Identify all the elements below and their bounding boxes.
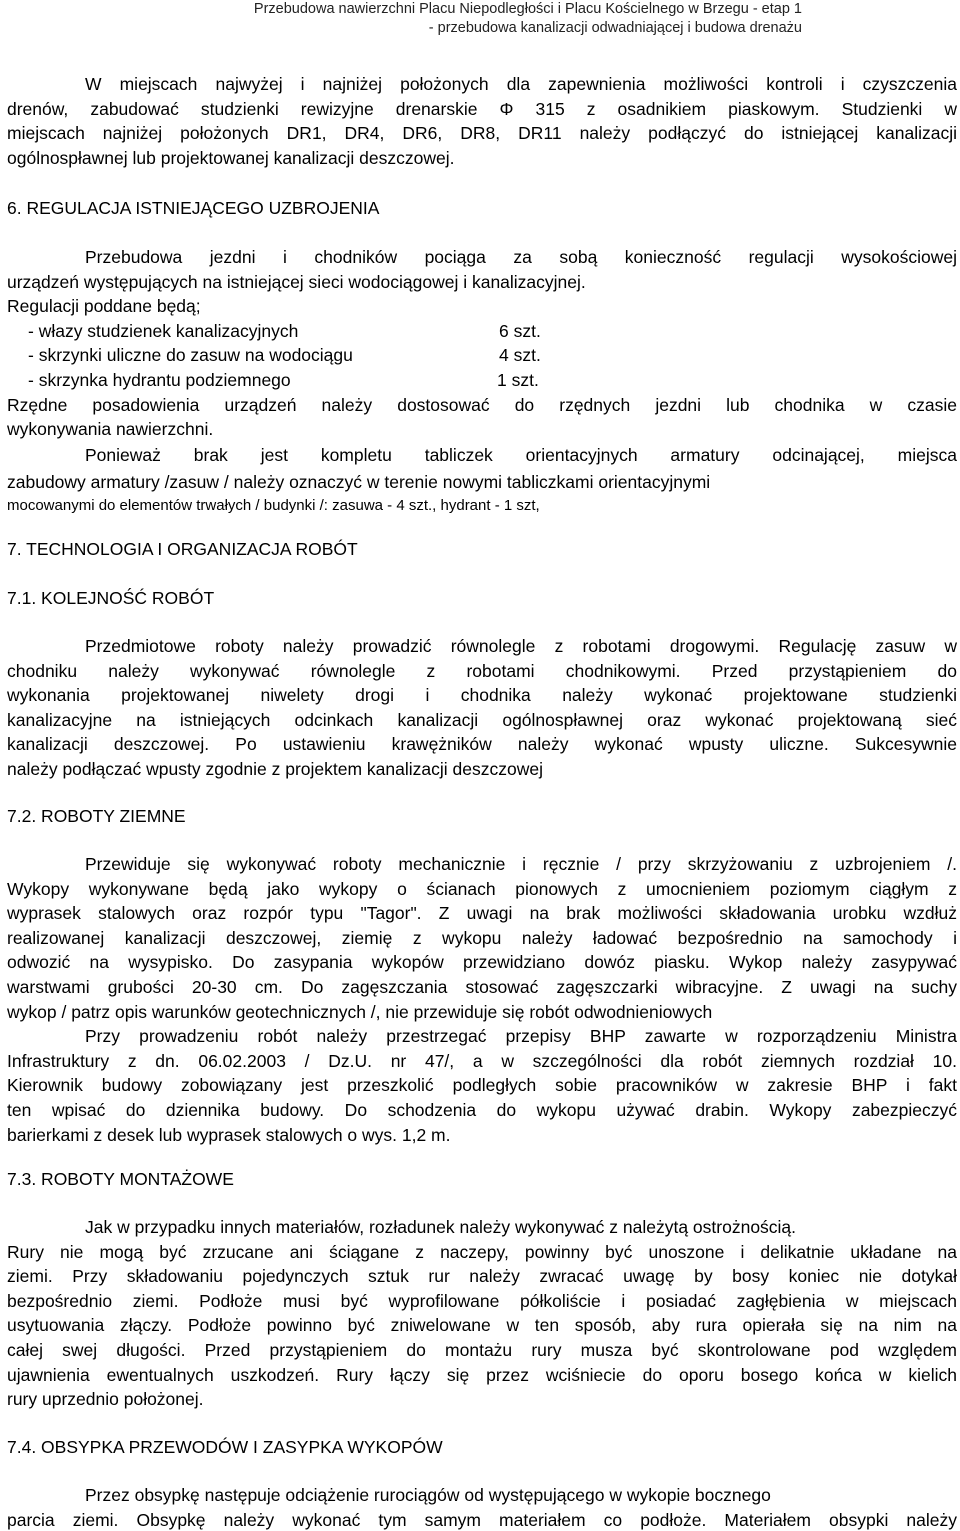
text-line: wykop / patrz opis warunków geotechnicznych /, nie przewiduje się robót odwodnieniowych: [7, 1001, 713, 1022]
section-7-heading: 7. TECHNOLOGIA I ORGANIZACJA ROBÓT: [7, 539, 358, 559]
text-line: odwozić na wysypisko. Do zasypania wykopów przewidziano dowóz piasku. Wykop należy zasypywać: [7, 952, 957, 973]
text-line: całej swej długości. Przed przystąpieniem do montażu rury musza być skontrolowane pod względem: [7, 1339, 957, 1360]
text-line: wyprasek stalowych oraz rozpór typu "Tagor". Z uwagi na brak możliwości składowania urobku wzdłuż: [7, 903, 957, 924]
section-7-2-body: [7, 852, 957, 1147]
list-item-qty: 6 szt.: [499, 320, 541, 341]
text-line: ten wpisać do dziennika budowy. Do schodzenia do wykopu używać drabin. Wykopy zabezpieczyć: [7, 1099, 957, 1120]
text-line: Infrastruktury z dn. 06.02.2003 / Dz.U. nr 47/, a w szczególności dla robót ziemnych rozdział 10.: [7, 1050, 957, 1071]
text-line: Przewiduje się wykonywać roboty mechanicznie i ręcznie / przy skrzyżowaniu z uzbrojeniem /.: [85, 854, 957, 874]
text-line: Rzędne posadowienia urządzeń należy dostosować do rzędnych jezdni lub chodnika w czasie: [7, 394, 957, 415]
text-line: wykonania projektowanej niwelety drogi i chodnika należy wykonać projektowane studzienki: [7, 685, 957, 706]
list-item: [7, 343, 957, 368]
list-item: [7, 368, 957, 393]
text-line: Jak w przypadku innych materiałów, rozładunek należy wykonywać z należytą ostrożnością.: [85, 1217, 797, 1237]
text-line: parcia ziemi. Obsypkę należy wykonać tym samym materiałem co podłoże. Materiałem obsypki należy: [7, 1509, 957, 1530]
text-line: miejscach najniżej położonych DR1, DR4, DR6, DR8, DR11 należy podłączyć do istniejącej kanalizacji: [7, 123, 957, 144]
text-line: rury uprzednio położonej.: [7, 1389, 204, 1410]
text-line: bezpośrednio ziemi. Podłoże musi być wyprofilowane półkoliście i posiadać zagłębienia w miejscach: [7, 1290, 957, 1311]
section-7-1-body: [7, 634, 957, 782]
text-line: zabudowy armatury /zasuw / należy oznaczyć w terenie nowymi tabliczkami orientacyjnymi: [7, 471, 711, 492]
header-line-1: Przebudowa nawierzchni Placu Niepodległości i Placu Kościelnego w Brzegu - etap 1: [253, 1, 802, 17]
intro-paragraph: [7, 72, 957, 170]
text-line: należy podłączać wpusty zgodnie z projektem kanalizacji deszczowej: [7, 758, 543, 779]
list-item: [7, 319, 957, 344]
list-item-label: - włazy studzienek kanalizacyjnych: [28, 320, 299, 341]
text-line: Ponieważ brak jest kompletu tabliczek orientacyjnych armatury odcinającej, miejsca: [85, 444, 957, 465]
header-line-2: - przebudowa kanalizacji odwadniającej i budowa drenażu: [428, 20, 802, 36]
list-item-qty: 1 szt.: [497, 369, 539, 390]
text-line: ujawnienia ewentualnych uszkodzeń. Rury łączy się przez wciśniecie do oporu bosego końca w kielich: [7, 1364, 957, 1385]
section-7-3-heading: 7.3. ROBOTY MONTAŻOWE: [7, 1169, 234, 1189]
text-line: Rury nie mogą być zrzucane ani ściągane z naczepy, powinny być unoszone i delikatnie układane na: [7, 1241, 957, 1262]
text-line: barierkami z desek lub wyprasek stalowych o wys. 1,2 m.: [7, 1124, 451, 1145]
text-line: usytuowania złączy. Podłoże powinno być zniwelowane w ten sposób, aby rura opierała się na nim na: [7, 1315, 957, 1336]
text-line: drenów, zabudować studzienki rewizyjne drenarskie Φ 315 z osadnikiem piaskowym. Studzienki w: [7, 98, 957, 119]
list-item-qty: 4 szt.: [499, 345, 541, 366]
text-line: chodniku należy wykonywać równolegle z robotami chodnikowymi. Przed przystąpieniem do: [7, 660, 957, 681]
section-7-4-heading: 7.4. OBSYPKA PRZEWODÓW I ZASYPKA WYKOPÓW: [7, 1437, 443, 1457]
list-item-label: - skrzynki uliczne do zasuw na wodociągu: [28, 345, 353, 366]
text-line: ogólnospławnej lub projektowanej kanalizacji deszczowej.: [7, 147, 455, 168]
list-item-label: - skrzynka hydrantu podziemnego: [28, 369, 291, 390]
text-line: urządzeń występujących na istniejącej sieci wodociągowej i kanalizacyjnej.: [7, 271, 586, 292]
text-line: Wykopy wykonywane będą jako wykopy o ścianach pionowych z umocnieniem poziomym ciągłym z: [7, 878, 957, 899]
text-line: wykonywania nawierzchni.: [7, 419, 214, 440]
section-7-3-body: [7, 1215, 957, 1412]
text-line: Przy prowadzeniu robót należy przestrzegać przepisy BHP zawarte w rozporządzeniu Ministra: [85, 1026, 957, 1047]
text-line: kanalizacji deszczowej. Po ustawieniu krawężników należy wykonać wpusty uliczne. Sukcesywnie: [7, 734, 957, 755]
text-line: realizowanej kanalizacji deszczowej, ziemię z wykopu należy ładować bezpośrednio na samochody i: [7, 927, 957, 948]
text-line: Przebudowa jezdni i chodników pociąga za sobą konieczność regulacji wysokościowej: [85, 247, 957, 267]
text-line: Przez obsypkę następuje odciążenie rurociągów od występującego w wykopie bocznego: [85, 1485, 771, 1505]
text-line: Przedmiotowe roboty należy prowadzić równolegle z robotami drogowymi. Regulację zasuw w: [85, 636, 957, 656]
text-line: W miejscach najwyżej i najniżej położonych dla zapewnienia możliwości kontroli i czyszczenia: [85, 74, 957, 94]
page-header: [254, 0, 802, 38]
section-7-4-body: [7, 1483, 957, 1531]
text-line: kanalizacyjne na istniejących odcinkach kanalizacji ogólnospławnej oraz wykonać projektowaną sieć: [7, 709, 957, 730]
list-intro: Regulacji poddane będą;: [7, 296, 201, 317]
text-line: ziemi. Przy składowaniu pojedynczych sztuk rur należy zwracać uwagę by bosy koniec nie dotykał: [7, 1266, 957, 1287]
section-6-body: [7, 245, 957, 516]
text-line: Kierownik budowy zobowiązany jest przeszkolić podległych sobie pracowników w zakresie BHP i fakt: [7, 1075, 957, 1096]
text-line: mocowanymi do elementów trwałych / budynki /: zasuwa - 4 szt., hydrant - 1 szt,: [7, 496, 540, 514]
section-6-heading: 6. REGULACJA ISTNIEJĄCEGO UZBROJENIA: [7, 198, 380, 218]
section-7-1-heading: 7.1. KOLEJNOŚĆ ROBÓT: [7, 588, 215, 608]
section-7-2-heading: 7.2. ROBOTY ZIEMNE: [7, 806, 186, 826]
text-line: warstwami grubości 20-30 cm. Do zagęszczania stosować zagęszczarki wibracyjne. Z uwagi na suchy: [7, 976, 957, 997]
